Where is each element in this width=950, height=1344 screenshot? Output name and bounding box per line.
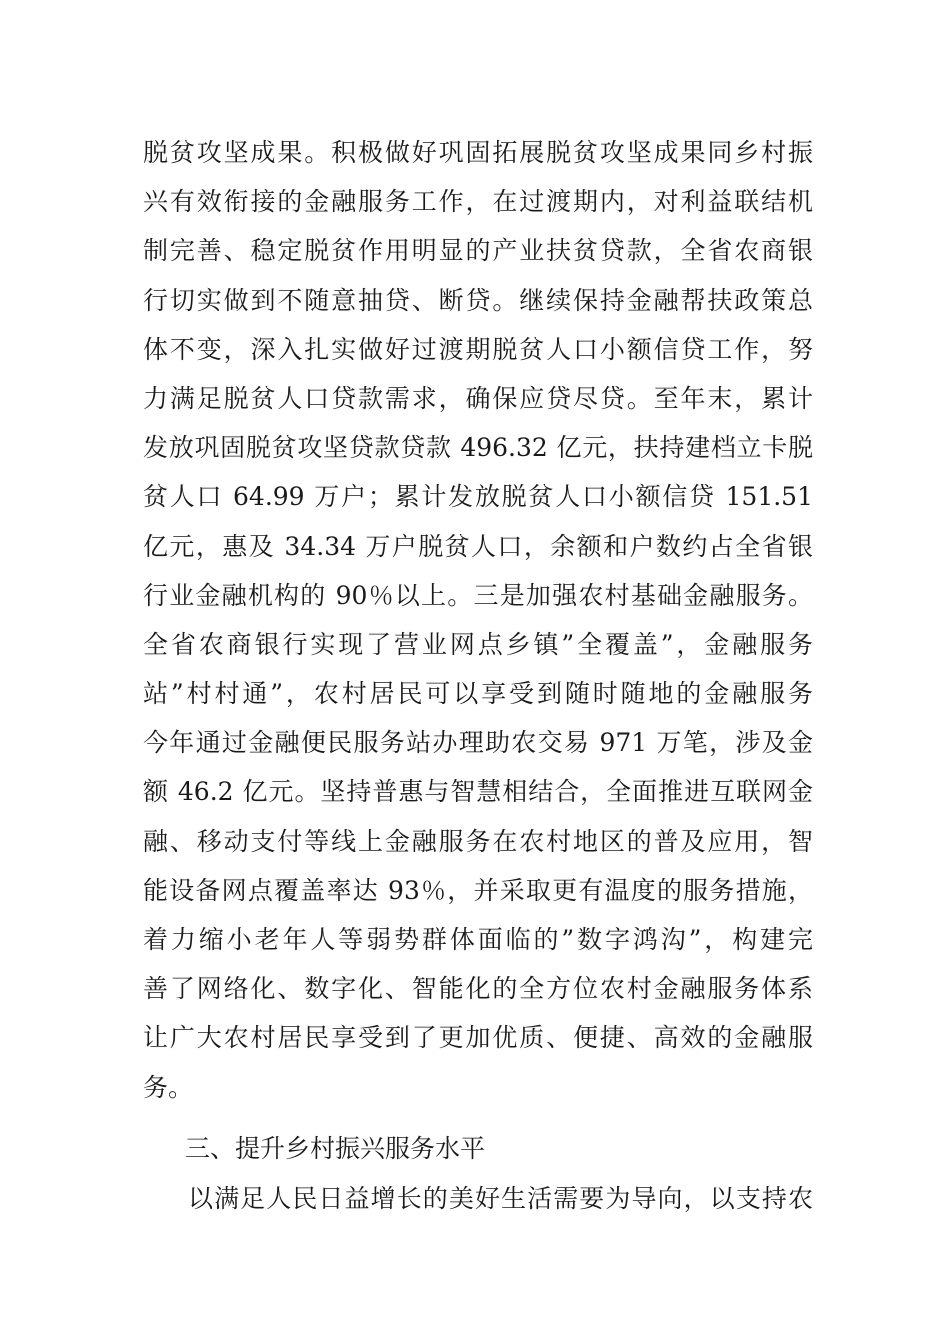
text-line: 今年通过金融便民服务站办理助农交易 971 万笔，涉及金 xyxy=(143,728,813,758)
text-line: 着力缩小老年人等弱势群体面临的”数字鸿沟”，构建完 xyxy=(143,925,813,954)
text-line: 让广大农村居民享受到了更加优质、便捷、高效的金融服 xyxy=(143,1023,813,1053)
text-line: 站”村村通”，农村居民可以享受到随时随地的金融服务 xyxy=(143,679,813,709)
text-line: 融、移动支付等线上金融服务在农村地区的普及应用，智 xyxy=(143,826,813,856)
paragraph-body xyxy=(188,1174,813,1223)
text-line: 力满足脱贫人口贷款需求，确保应贷尽贷。至年末，累计 xyxy=(143,383,813,413)
text-line: 制完善、稳定脱贫作用明显的产业扶贫贷款，全省农商银 xyxy=(143,236,813,266)
text-line: 务。 xyxy=(143,1072,194,1102)
text-line: 以满足人民日益增长的美好生活需要为导向，以支持农 xyxy=(188,1184,813,1213)
text-line: 贫人口 64.99 万户；累计发放脱贫人口小额信贷 151.51 xyxy=(143,482,813,512)
text-line: 体不变，深入扎实做好过渡期脱贫人口小额信贷工作，努 xyxy=(143,334,813,364)
text-line: 脱贫攻坚成果。积极做好巩固拓展脱贫攻坚成果同乡村振 xyxy=(143,138,813,167)
paragraph-body xyxy=(143,128,813,1112)
section-heading: 三、提升乡村振兴服务水平 xyxy=(185,1134,486,1163)
text-line: 行切实做到不随意抽贷、断贷。继续保持金融帮扶政策总 xyxy=(143,285,813,315)
text-line: 行业金融机构的 90％以上。三是加强农村基础金融服务。 xyxy=(143,580,813,610)
text-line: 亿元，惠及 34.34 万户脱贫人口，余额和户数约占全省银 xyxy=(143,531,813,561)
text-line: 全省农商银行实现了营业网点乡镇”全覆盖”，金融服务 xyxy=(143,629,813,659)
text-line: 能设备网点覆盖率达 93％，并采取更有温度的服务措施， xyxy=(143,875,813,905)
text-line: 善了网络化、数字化、智能化的全方位农村金融服务体系 xyxy=(143,974,813,1004)
text-line: 发放巩固脱贫攻坚贷款贷款 496.32 亿元，扶持建档立卡脱 xyxy=(143,433,813,463)
text-line: 额 46.2 亿元。坚持普惠与智慧相结合，全面推进互联网金 xyxy=(143,777,813,807)
text-line: 兴有效衔接的金融服务工作，在过渡期内，对利益联结机 xyxy=(143,187,813,217)
